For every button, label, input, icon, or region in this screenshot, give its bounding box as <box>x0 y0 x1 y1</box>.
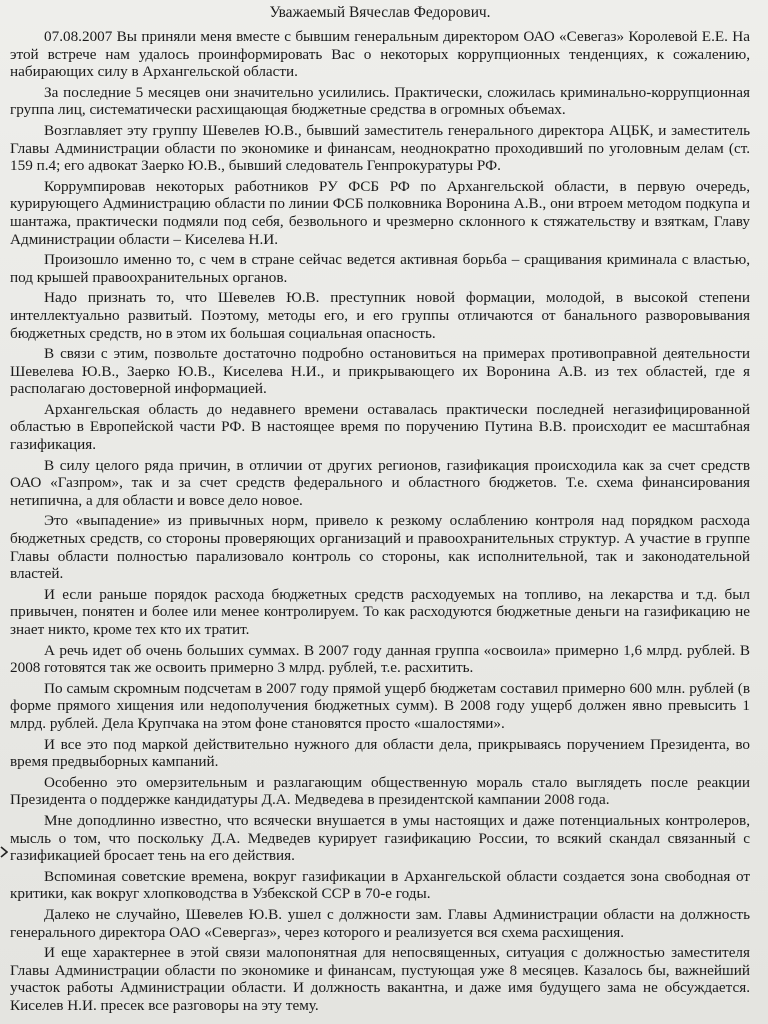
paragraph: Мне доподлинно известно, что всячески внушается в умы настоящих и даже потенциальных контролеров, мысль о том, что поскольку Д.А. Медведев курирует газификацию России, то всякий скандал связанный с газификацией бросает тень на его действия. <box>10 811 750 865</box>
letter-body <box>10 28 750 1014</box>
paragraph: Возглавляет эту группу Шевелев Ю.В., бывший заместитель генерального директора АЦБК, и заместитель Главы Администрации области по экономике и финансам, неоднократно проходивший по уголовным делам (ст. 159 п.4; его адвокат Заерко Ю.В., бывший следователь Генпрокуратуры РФ. <box>10 121 750 175</box>
paragraph: Особенно это омерзительным и разлагающим общественную мораль стало выглядеть после реакции Президента о поддержке кандидатуры Д.А. Медведева в президентской кампании 2008 года. <box>10 773 750 809</box>
paragraph: Архангельская область до недавнего времени оставалась практически последней негазифицированной областью в Европейской части РФ. В настоящее время по поручению Путина В.В. происходит ее масштабная газификация. <box>10 400 750 454</box>
paragraph: Произошло именно то, с чем в стране сейчас ведется активная борьба – сращивания криминала с властью, под крышей правоохранительных органов. <box>10 251 750 286</box>
paragraph: И еще характернее в этой связи малопонятная для непосвященных, ситуация с должностью заместителя Главы Администрации области по экономике и финансам, пустующая уже 8 месяцев. Казалось бы, важнейший участок работы Администрации области. И должность вакантна, и даже имя будущего зама не обсуждается. Киселев Н.И. пресек все разговоры на эту тему. <box>10 944 750 1014</box>
paragraph: В связи с этим, позвольте достаточно подробно остановиться на примерах противоправной деятельности Шевелева Ю.В., Заерко Ю.В., Киселева Н.И., и прикрывающего их Воронина А.В. из тех областей, где я располагаю достоверной информацией. <box>10 345 750 398</box>
paragraph: За последние 5 месяцев они значительно усилились. Практически, сложилась криминально-коррупционная группа лиц, систематически расхищающая бюджетные средства в огромных объемах. <box>10 83 750 119</box>
margin-mark <box>0 846 8 858</box>
paragraph: И если раньше порядок расхода бюджетных средств расходуемых на топливо, на лекарства и т.д. был привычен, понятен и более или менее контролируем. То как расходуются бюджетные деньги на газификацию не знает никто, кроме тех кто их тратит. <box>10 585 750 638</box>
paragraph: Это «выпадение» из привычных норм, привело к резкому ослаблению контроля над порядком расхода бюджетных средств, со стороны проверяющих организаций и правоохранительных структур. А участие в группе Главы области полностью парализовало контроль со стороны, как исполнительной, так и законодательной властей. <box>10 512 750 583</box>
letter-salutation: Уважаемый Вячеслав Федорович. <box>269 4 491 21</box>
paragraph: А речь идет об очень больших суммах. В 2007 году данная группа «освоила» примерно 1,6 млрд. рублей. В 2008 готовятся так же освоить примерно 3 млрд. рублей, т.е. расхитить. <box>10 641 750 677</box>
paragraph: Вспоминая советские времена, вокруг газификации в Архангельской области создается зона свободная от критики, как вокруг хлопководства в Узбекской ССР в 70-е годы. <box>10 867 750 903</box>
paragraph: Далеко не случайно, Шевелев Ю.В. ушел с должности зам. Главы Администрации области на должность генерального директора ОАО «Севергаз», через которого и реализуется вся схема расхищения. <box>10 905 750 941</box>
paragraph: 07.08.2007 Вы приняли меня вместе с бывшим генеральным директором ОАО «Севегаз» Королевой Е.Е. На этой встрече нам удалось проинформировать Вас о некоторых коррупционных тенденциях, к сожалению, набирающих силу в Архангельской области. <box>10 28 750 81</box>
paragraph: По самым скромным подсчетам в 2007 году прямой ущерб бюджетам составил примерно 600 млн. рублей (в форме прямого хищения или недополучения бюджетных сумм). В 2008 году ущерб должен явно превысить 1 млрд. рублей. Дела Крупчака на этом фоне становятся просто «шалостями». <box>10 679 750 732</box>
paragraph: Коррумпировав некоторых работников РУ ФСБ РФ по Архангельской области, в первую очередь, курирующего Администрацию области по линии ФСБ полковника Воронина А.В., они втроем методом подкупа и шантажа, практически подмяли под себя, безвольного и чрезмерно склонного к стяжательству и взяткам, Главу Администрации области – Киселева Н.И. <box>10 177 750 248</box>
ink-mark-icon <box>0 846 8 858</box>
paragraph: В силу целого ряда причин, в отличии от других регионов, газификация происходила как за счет средств ОАО «Газпром», так и за счет средств федерального и областного бюджетов. Т.е. схема финансирования нетипична, а для области и вовсе дело новое. <box>10 456 750 509</box>
paragraph: Надо признать то, что Шевелев Ю.В. преступник новой формации, молодой, в высокой степени интеллектуально развитый. Поэтому, методы его, и его группы отличаются от банального разворовывания бюджетных средств, но в этом их большая социальная опасность. <box>10 289 750 342</box>
paragraph: И все это под маркой действительно нужного для области дела, прикрываясь поручением Президента, во время предвыборных кампаний. <box>10 735 750 771</box>
